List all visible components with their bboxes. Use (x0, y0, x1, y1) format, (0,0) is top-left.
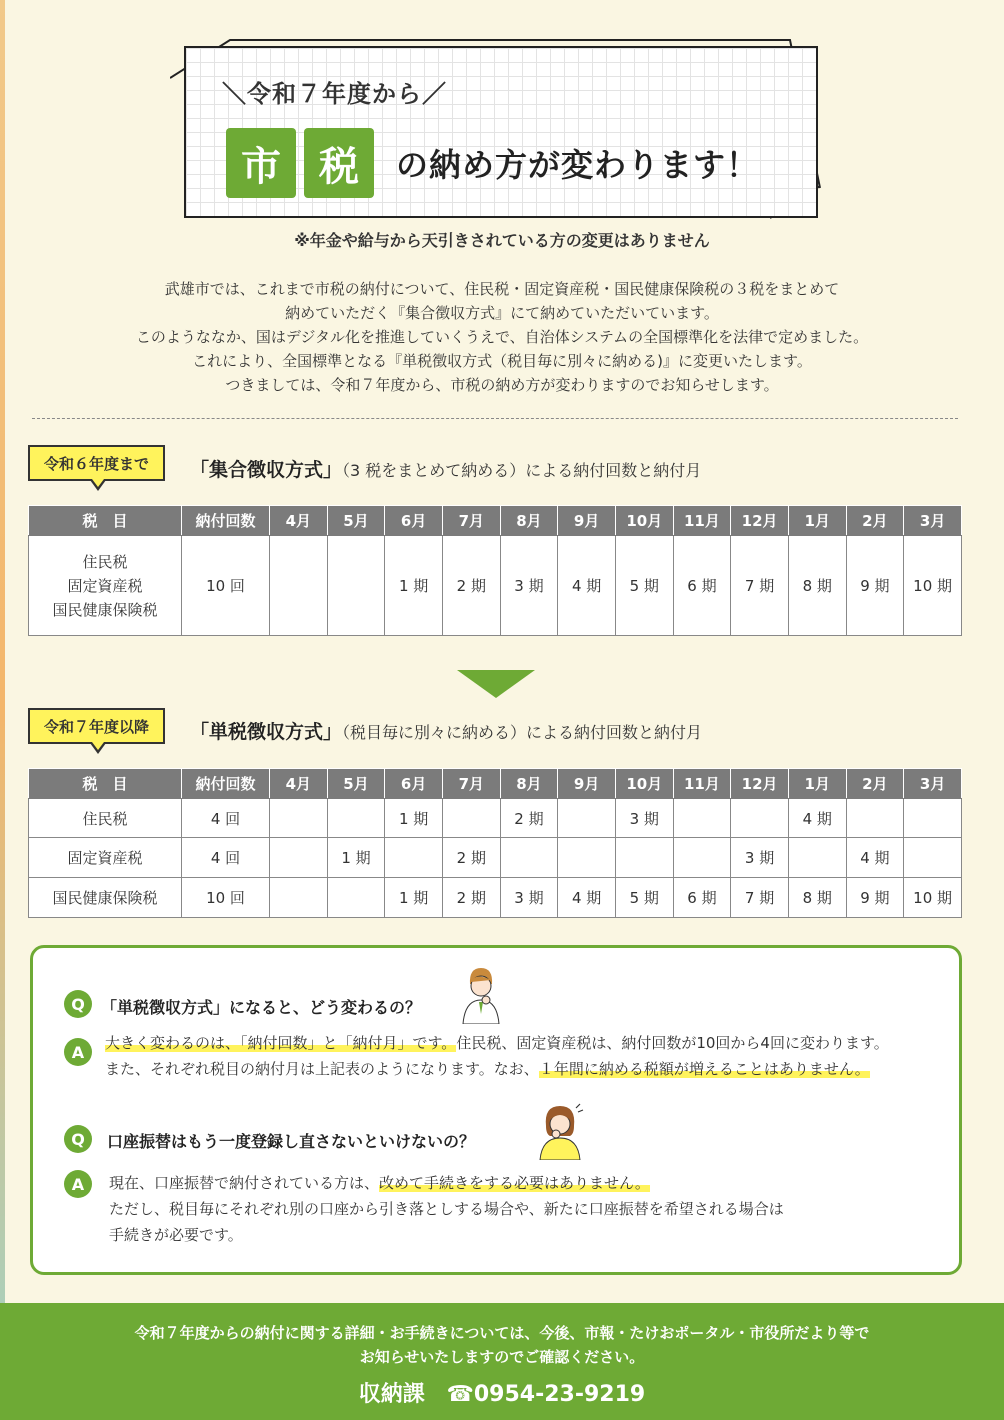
tax-name-cell: 住民税 (29, 799, 182, 838)
left-edge-stripe (0, 0, 5, 1420)
table-header: 7月 (442, 506, 500, 536)
q-badge-icon: Q (64, 990, 92, 1018)
answer-1 (105, 1030, 955, 1082)
table-header-row (29, 769, 962, 799)
table-header: 12月 (731, 506, 789, 536)
intro-text (0, 277, 1004, 397)
answer-2-line1-text: 現在、口座振替で納付されている方は、 (109, 1174, 380, 1192)
answer-1-line2 (105, 1056, 955, 1082)
month-cell (442, 799, 500, 838)
month-cell (500, 838, 558, 878)
table-header: 3月 (904, 506, 962, 536)
month-cell: 4 期 (558, 878, 616, 918)
intro-line: このようななか、国はデジタル化を推進していくうえで、自治体システムの全国標準化を法律で定めました。 (135, 328, 869, 346)
table-header: 10月 (615, 769, 673, 799)
month-cell (731, 799, 789, 838)
table-header: 11月 (673, 506, 731, 536)
worried-woman-icon (536, 1100, 586, 1160)
table-header: 7月 (442, 769, 500, 799)
table-header: 納付回数 (182, 769, 270, 799)
answer-2 (109, 1170, 949, 1248)
month-cell (385, 838, 443, 878)
intro-line: これにより、全国標準となる『単税徴収方式（税目毎に別々に納める)』に変更いたします。 (192, 352, 812, 370)
month-cell: 3 期 (615, 799, 673, 838)
month-cell: 2 期 (500, 799, 558, 838)
month-cell: 1 期 (385, 878, 443, 918)
table-header: 4月 (270, 769, 328, 799)
intro-line: 武雄市では、これまで市税の納付について、住民税・固定資産税・国民健康保険税の３税をまとめて (164, 280, 840, 298)
dashed-divider (32, 418, 958, 419)
month-cell: 2 期 (442, 536, 500, 636)
section2-title-rest: （税目毎に別々に納める）による納付回数と納付月 (342, 723, 703, 742)
month-cell (846, 799, 904, 838)
month-cell (270, 838, 328, 878)
month-cell: 10 期 (904, 536, 962, 636)
table-header-row (29, 506, 962, 536)
header-title (226, 128, 759, 198)
answer-2-line3: 手続きが必要です。 (109, 1226, 243, 1244)
table-header: 8月 (500, 506, 558, 536)
count-cell: 4 回 (182, 799, 270, 838)
tax-name: 住民税 (82, 552, 128, 571)
header-title-rest: の納め方が変わります！ (396, 146, 760, 184)
month-cell (788, 838, 846, 878)
month-cell (904, 799, 962, 838)
month-cell: 1 期 (385, 536, 443, 636)
month-cell: 7 期 (731, 536, 789, 636)
table-header: 5月 (327, 769, 385, 799)
month-cell (615, 838, 673, 878)
table-header: 5月 (327, 506, 385, 536)
header-subtitle: ＼令和７年度から／ (222, 80, 447, 108)
answer-1-highlight2: １年間に納める税額が増えることはありません。 (538, 1060, 870, 1078)
month-cell: 8 期 (788, 536, 846, 636)
table-header: 1月 (788, 506, 846, 536)
question-2: 口座振替はもう一度登録し直さないといけないの？ (107, 1132, 476, 1151)
table-header: 3月 (904, 769, 962, 799)
section1-title-bold: 「集合徴収方式」 (190, 459, 343, 481)
answer-1-rest1: 住民税、固定資産税は、納付回数が10回から4回に変わります。 (456, 1034, 889, 1052)
table-header: 6月 (385, 506, 443, 536)
table-header: 納付回数 (182, 506, 270, 536)
month-cell: 9 期 (846, 536, 904, 636)
month-cell (558, 838, 616, 878)
month-cell: 6 期 (673, 878, 731, 918)
header-note: ※年金や給与から天引きされている方の変更はありません (294, 231, 710, 250)
section1-tag: 令和６年度まで (28, 445, 165, 481)
footer-line2: お知らせいたしますのでご確認ください。 (359, 1348, 645, 1366)
section1-table (28, 505, 962, 636)
month-cell: 3 期 (500, 878, 558, 918)
qa-box (30, 945, 962, 1275)
month-cell (270, 536, 328, 636)
q-badge-icon: Q (64, 1125, 92, 1153)
table-header: 税 目 (29, 769, 182, 799)
answer-2-highlight: 改めて手続きをする必要はありません。 (379, 1174, 650, 1192)
month-cell: 2 期 (442, 878, 500, 918)
month-cell: 1 期 (327, 838, 385, 878)
section2-table (28, 768, 962, 918)
month-cell: 4 期 (788, 799, 846, 838)
count-cell: 10 回 (182, 536, 270, 636)
month-cell: 2 期 (442, 838, 500, 878)
answer-2-line2: ただし、税目毎にそれぞれ別の口座から引き落としする場合や、新たに口座振替を希望される場合は (109, 1200, 784, 1218)
table-header: 12月 (731, 769, 789, 799)
tax-name: 国民健康保険税 (52, 600, 158, 619)
month-cell: 8 期 (788, 878, 846, 918)
month-cell: 3 期 (500, 536, 558, 636)
tax-name: 固定資産税 (67, 576, 143, 595)
month-cell: 4 期 (846, 838, 904, 878)
month-cell: 10 期 (904, 878, 962, 918)
kanji-city-box: 市 (226, 128, 296, 198)
a-badge-icon: A (64, 1038, 92, 1066)
intro-line: 納めていただく『集合徴収方式』にて納めていただいています。 (285, 304, 719, 322)
phone-number: ☎0954-23-9219 (446, 1382, 646, 1407)
footer-contact (0, 1377, 1004, 1408)
footer-text (0, 1321, 1004, 1369)
month-cell: 4 期 (558, 536, 616, 636)
month-cell (558, 799, 616, 838)
table-header: 6月 (385, 769, 443, 799)
table-header: 8月 (500, 769, 558, 799)
table-row (29, 799, 962, 838)
table-header: 2月 (846, 506, 904, 536)
section2-title (190, 717, 702, 744)
question-1: 「単税徴収方式」になると、どう変わるの？ (101, 998, 422, 1017)
answer-2-line1 (109, 1170, 949, 1196)
tax-name-cell: 国民健康保険税 (29, 878, 182, 918)
month-cell (270, 799, 328, 838)
header-box (170, 38, 830, 228)
section2-title-bold: 「単税徴収方式」 (190, 721, 343, 743)
month-cell: 7 期 (731, 878, 789, 918)
thinking-man-icon (457, 962, 505, 1024)
month-cell: 1 期 (385, 799, 443, 838)
table-row (29, 878, 962, 918)
section1-title (190, 455, 701, 482)
month-cell (270, 878, 328, 918)
month-cell: 9 期 (846, 878, 904, 918)
table-header: 11月 (673, 769, 731, 799)
table-header: 1月 (788, 769, 846, 799)
table-header: 2月 (846, 769, 904, 799)
table-header: 9月 (558, 506, 616, 536)
month-cell (327, 799, 385, 838)
month-cell: 3 期 (731, 838, 789, 878)
table-header: 税 目 (29, 506, 182, 536)
footer-band (0, 1303, 1004, 1420)
month-cell (673, 799, 731, 838)
table-row (29, 536, 962, 636)
a-badge-icon: A (64, 1170, 92, 1198)
section2-tag: 令和７年度以降 (28, 708, 165, 744)
count-cell: 4 回 (182, 838, 270, 878)
department-name: 収納課 (358, 1382, 425, 1407)
table-row (29, 838, 962, 878)
down-arrow-icon (457, 670, 535, 698)
month-cell: 5 期 (615, 536, 673, 636)
table-header: 9月 (558, 769, 616, 799)
month-cell (673, 838, 731, 878)
answer-1-line1 (105, 1030, 955, 1056)
tax-name-cell: 固定資産税 (29, 838, 182, 878)
answer-1-line2-text: また、それぞれ税目の納付月は上記表のようになります。なお、 (105, 1060, 539, 1078)
month-cell: 5 期 (615, 878, 673, 918)
section1-title-rest: （3 税をまとめて納める）による納付回数と納付月 (342, 461, 702, 480)
kanji-tax-box: 税 (304, 128, 374, 198)
table-header: 10月 (615, 506, 673, 536)
footer-line1: 令和７年度からの納付に関する詳細・お手続きについては、今後、市報・たけおポータル・市役所だより等で (134, 1324, 870, 1342)
month-cell: 6 期 (673, 536, 731, 636)
month-cell (327, 878, 385, 918)
tax-names-cell (29, 536, 182, 636)
month-cell (327, 536, 385, 636)
count-cell: 10 回 (182, 878, 270, 918)
answer-1-highlight1: 大きく変わるのは、「納付回数」と「納付月」です。 (105, 1034, 457, 1052)
table-header: 4月 (270, 506, 328, 536)
intro-line: つきましては、令和７年度から、市税の納め方が変わりますのでお知らせします。 (225, 376, 779, 394)
month-cell (904, 838, 962, 878)
